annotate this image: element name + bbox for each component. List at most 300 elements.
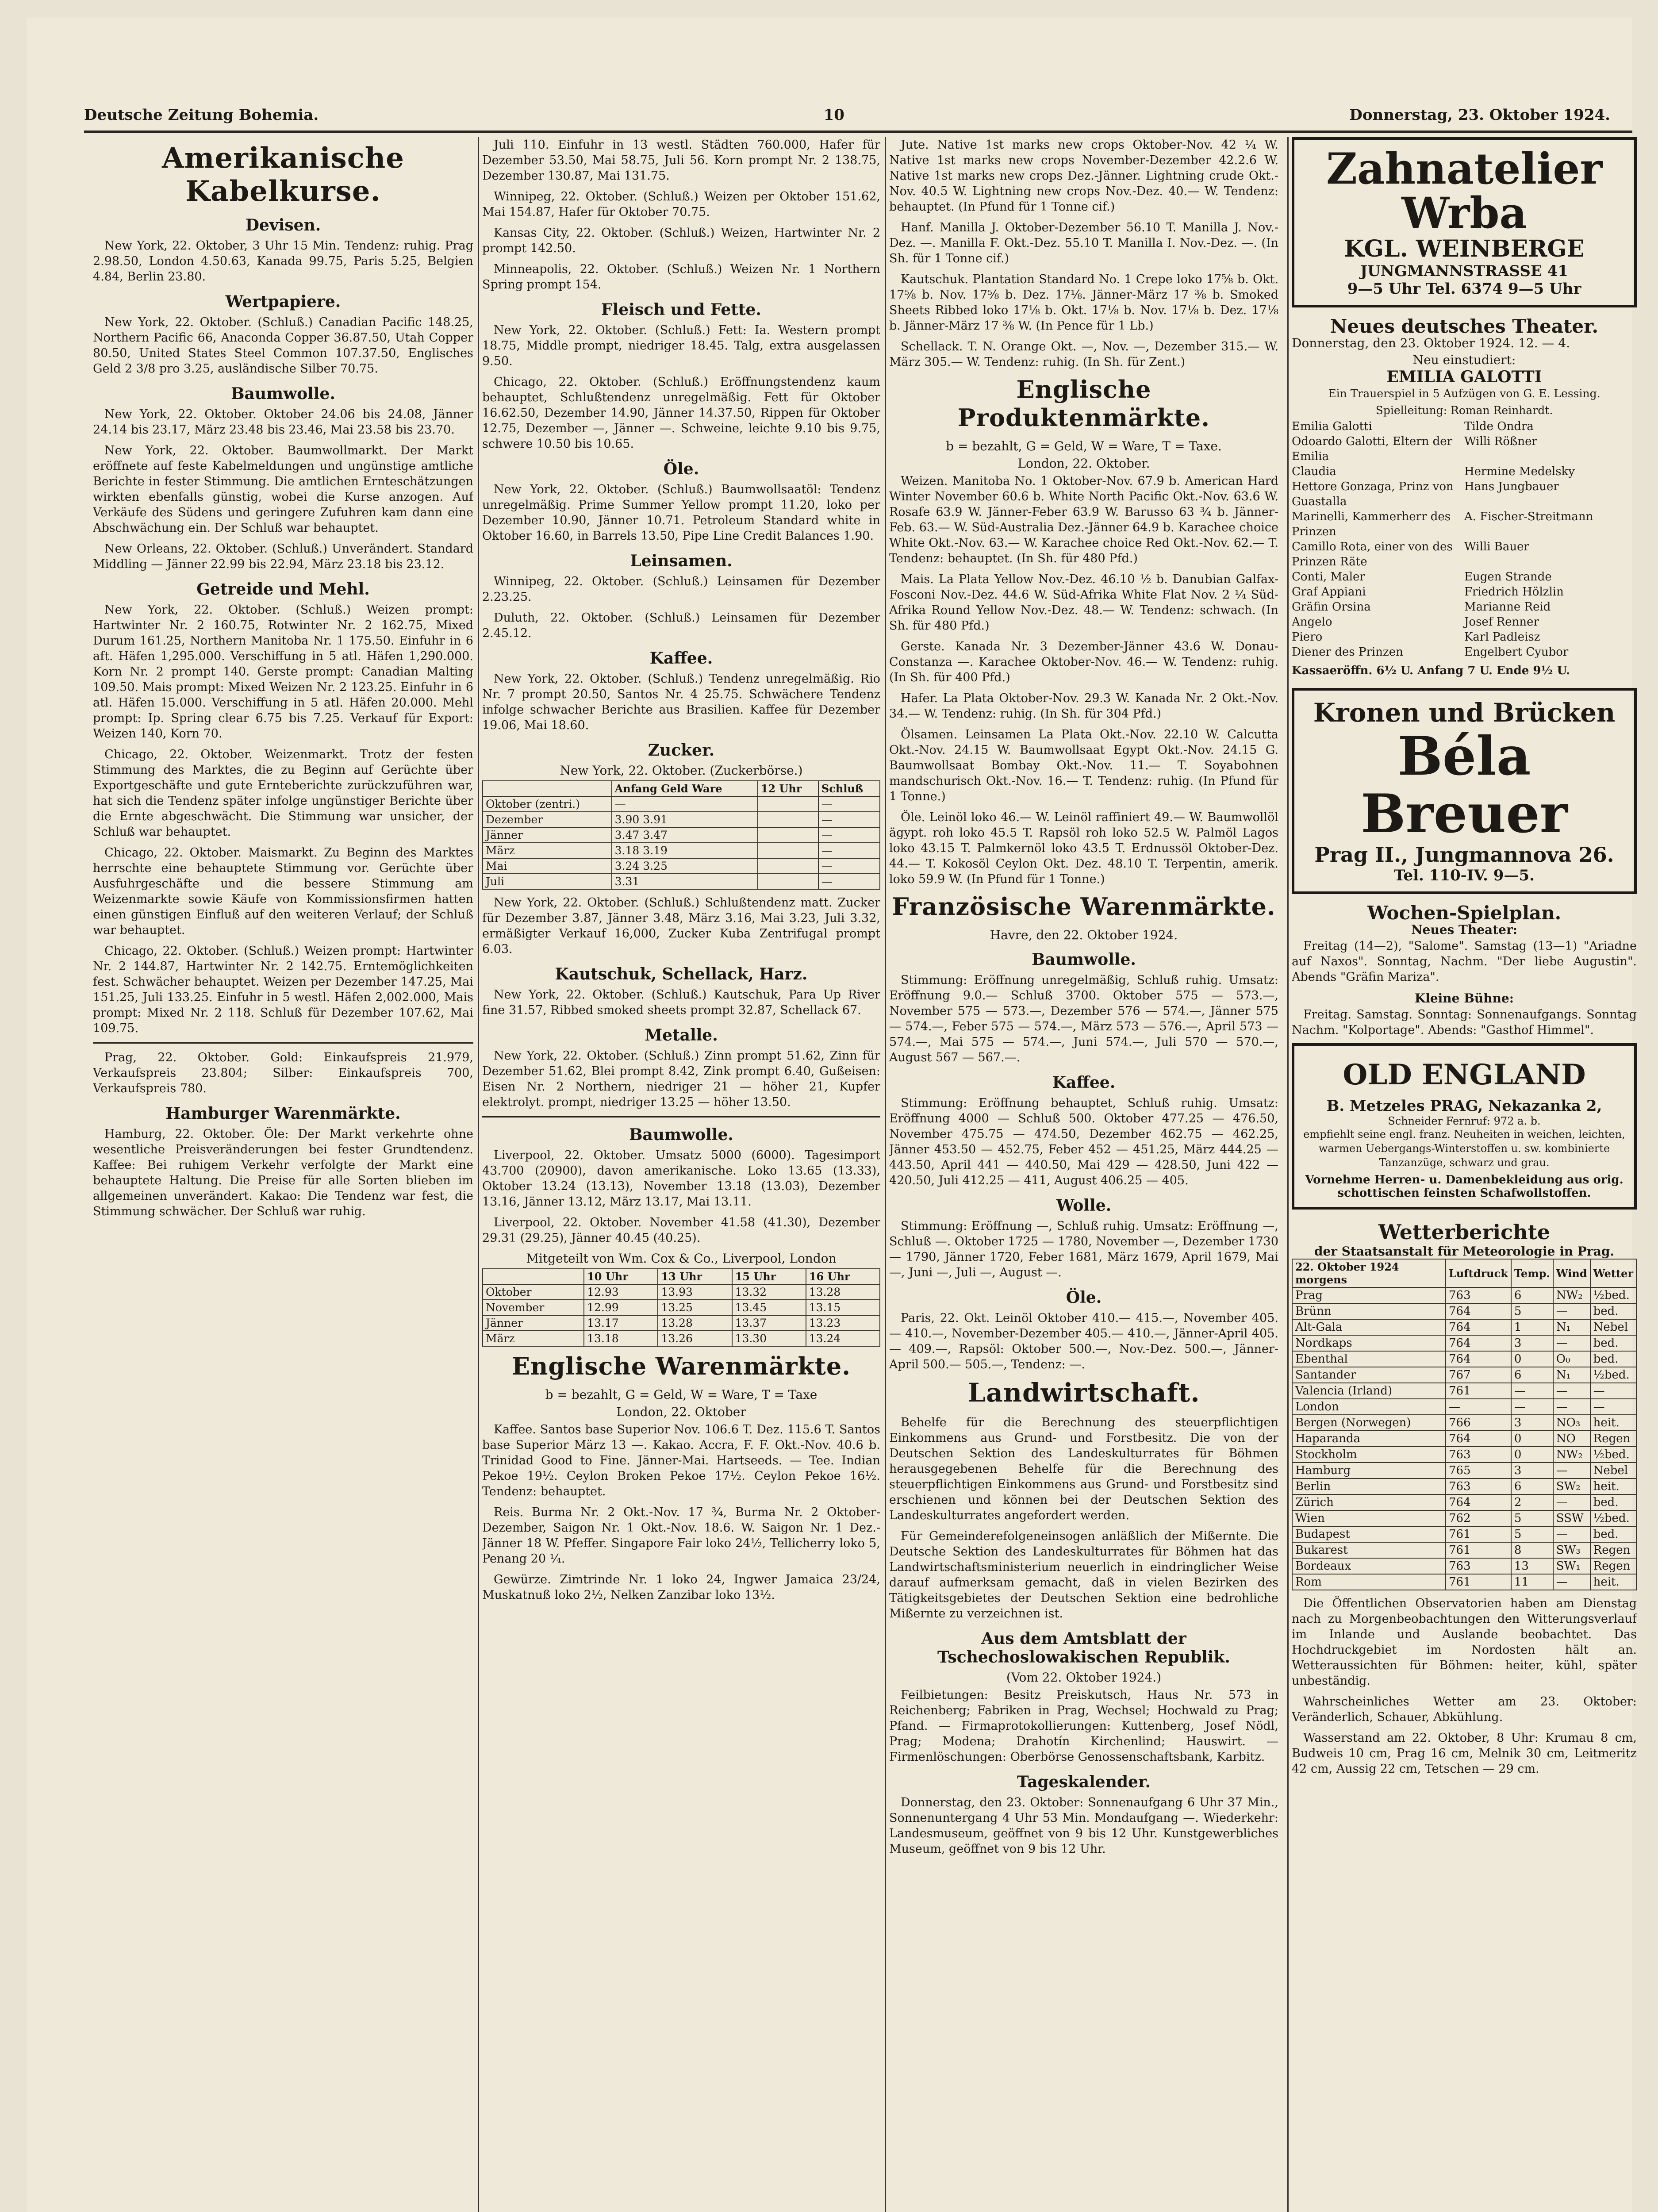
table-cell: 761	[1446, 1526, 1511, 1542]
table-header: 16 Uhr	[806, 1269, 880, 1284]
table-cell: 761	[1446, 1574, 1511, 1590]
cast-role: Gräfin Orsina	[1292, 600, 1371, 614]
table-cell: —	[818, 874, 880, 889]
table-cell: März	[483, 1331, 584, 1346]
table-row	[483, 858, 880, 874]
table-cell: Wien	[1292, 1510, 1446, 1526]
table-cell: Jänner	[483, 1315, 584, 1331]
cast-actor: Willi Rößner	[1464, 435, 1537, 448]
table-cell: Nebel	[1590, 1319, 1636, 1335]
article-text: Chicago, 22. Oktober. Weizenmarkt. Trotz der festen Stimmung des Marktes, die zu Beginn auf Gerüchte über Exportgeschäfte und gute Ernteberichte zurückzuführen war, hat sich die Tendenz später infolge ungünstiger Berichte über die Ernte abgeschwächt. Die Stimmung war unsicher, der Schluß war behauptet.	[93, 748, 473, 839]
table-row	[483, 812, 880, 827]
ad-text: empfiehlt seine engl. franz. Neuheiten in weichen, leichten, warmen Uebergangs-Winterstoffen u. sw. kombinierte Tanzanzüge, schwarz und grau.	[1303, 1128, 1625, 1169]
table-cell: 3.90 3.91	[612, 812, 758, 827]
table-cell: 8	[1511, 1542, 1553, 1558]
table-cell: 3.24 3.25	[612, 858, 758, 874]
weekly-text: Freitag (14—2), "Salome". Samstag (13—1) "Ariadne auf Naxos". Sonntag, Nachm. "Der liebe Augustin". Abends "Gräfin Mariza".	[1292, 939, 1637, 984]
article-text: New York, 22. Oktober. (Schluß.) Tendenz unregelmäßig. Rio Nr. 7 prompt 20.50, Santos Nr. 4 25.75. Schwächere Tendenz infolge schwacher Berichte aus Brasilien. Kaffee für Dezember 19.06, Mai 18.60.	[482, 672, 880, 732]
table-cell: 13.30	[732, 1331, 806, 1346]
table-cell: NW₂	[1553, 1287, 1590, 1303]
article-text: New York, 22. Oktober, 3 Uhr 15 Min. Tendenz: ruhig. Prag 2.98.50, London 4.50.63, Kanada 99.75, Paris 5.25, Belgien 4.84, Berlin 23.80.	[93, 239, 473, 284]
table-cell: 6	[1511, 1367, 1553, 1383]
table-row	[1292, 1558, 1636, 1574]
ad-address: JUNGMANNSTRASSE 41	[1360, 262, 1568, 280]
table-cell: —	[818, 796, 880, 812]
article-text: Minneapolis, 22. Oktober. (Schluß.) Weizen Nr. 1 Northern Spring prompt 154.	[482, 262, 880, 292]
article-text: Behelfe für die Berechnung des steuerpflichtigen Einkommens aus Grund- und Forstbesitz. Die von der Deutschen Sektion des Landeskulturrates für Böhmen herausgegebenen Behelfe für die Berechnung des steuerpflichtigen Einkommens aus Grund- und Forstbesitz sind erschienen und können bei der Deutschen Sektion des Landeskulturrates angefordert werden.	[889, 1416, 1278, 1522]
weekly-text: Freitag. Samstag. Sonntag: Sonnenaufgangs. Sonntag Nachm. "Kolportage". Abends: "Gasthof Himmel".	[1292, 1008, 1637, 1037]
subsection-heading: Kaffee.	[1052, 1073, 1116, 1092]
subsection-heading: Tageskalender.	[1017, 1773, 1151, 1791]
section-title: Englische Warenmärkte.	[511, 1352, 851, 1380]
subsection-heading: Baumwolle.	[231, 384, 335, 403]
table-row	[483, 796, 880, 812]
table-cell: heit.	[1590, 1574, 1636, 1590]
cast-role: Marinelli, Kammerherr des Prinzen	[1292, 510, 1451, 538]
table-cell: London	[1292, 1399, 1446, 1415]
cast-actor: Karl Padleisz	[1464, 630, 1540, 644]
table-cell: 5	[1511, 1510, 1553, 1526]
table-cell: Jänner	[483, 827, 612, 843]
table-cell: Bordeaux	[1292, 1558, 1446, 1574]
table-caption: New York, 22. Oktober. (Zuckerbörse.)	[560, 763, 803, 778]
water-levels: Wasserstand am 22. Oktober, 8 Uhr: Krumau 8 cm, Budweis 10 cm, Prag 16 cm, Melnik 30 cm, Leitmeritz 42 cm, Aussig 22 cm, Tetschen — 29 cm.	[1292, 1731, 1637, 1776]
weather-table	[1292, 1259, 1637, 1590]
subsection-heading: Fleisch und Fette.	[601, 300, 761, 319]
article-text: Chicago, 22. Oktober. (Schluß.) Weizen prompt: Hartwinter Nr. 2 144.87, Hartwinter Nr. 2 142.75. Erntemöglichkeiten fest. Schwächer behauptet. Weizen per Dezember 147.25, Mai 151.25, Juli 133.25. Einfuhr in 5 westl. Häfen 2,002.000, Mais prompt: Mixed Nr. 2 118. Schluß für Dezember 107.62, Mai 109.75.	[93, 944, 473, 1035]
subsection-heading: Aus dem Amtsblatt der Tschechoslowakischen Republik.	[937, 1629, 1230, 1667]
table-cell: 764	[1446, 1303, 1511, 1319]
article-text: Hafer. La Plata Oktober-Nov. 29.3 W. Kanada Nr. 2 Okt.-Nov. 34.— W. Tendenz: ruhig. (In Sh. für 304 Pfd.)	[889, 691, 1278, 721]
table-cell: —	[1553, 1303, 1590, 1319]
table-cell: 13.93	[658, 1284, 732, 1300]
article-text: Hanf. Manilla J. Oktober-Dezember 56.10 T. Manilla J. Nov.-Dez. —. Manilla F. Okt.-Dez. 55.10 T. Manilla I. Nov.-Dez. —. (In Sh. für 1 Tonne cif.)	[889, 221, 1278, 265]
weather-subtitle: der Staatsanstalt für Meteorologie in Prag.	[1314, 1244, 1615, 1259]
table-cell: Oktober	[483, 1284, 584, 1300]
theater-notice	[1292, 315, 1637, 679]
table-cell: 5	[1511, 1526, 1553, 1542]
table-cell: Zürich	[1292, 1494, 1446, 1510]
table-cell: Bergen (Norwegen)	[1292, 1415, 1446, 1431]
article-text: Kansas City, 22. Oktober. (Schluß.) Weizen, Hartwinter Nr. 2 prompt 142.50.	[482, 226, 880, 255]
subsection-heading: Kaffee.	[649, 649, 713, 668]
cast-role: Emilia Galotti	[1292, 420, 1372, 433]
table-cell: Haparanda	[1292, 1431, 1446, 1447]
ad-title: OLD ENGLAND	[1343, 1058, 1586, 1091]
table-cell: März	[483, 843, 612, 858]
sugar-table	[482, 780, 880, 890]
table-cell: —	[1553, 1526, 1590, 1542]
subsection-heading: Leinsamen.	[630, 552, 733, 570]
table-cell: 12.93	[584, 1284, 658, 1300]
table-row	[1292, 1351, 1636, 1367]
table-cell: bed.	[1590, 1494, 1636, 1510]
table-cell: 13.37	[732, 1315, 806, 1331]
cast-role: Camillo Rota, einer von des Prinzen Räte	[1292, 540, 1453, 568]
cast-actor: Hans Jungbauer	[1464, 480, 1559, 493]
ad-address: Prag II., Jungmannova 26.	[1314, 843, 1614, 867]
cast-actor: Marianne Reid	[1464, 600, 1551, 614]
table-cell: —	[1511, 1399, 1553, 1415]
dateline: London, 22. Oktober.	[1017, 456, 1150, 471]
article-text: Hamburg, 22. Oktober. Öle: Der Markt verkehrte ohne wesentliche Preisveränderungen bei fester Grundtendenz. Kaffee: Bei ruhigem Verkehr verfolgte der Markt eine behauptete Haltung. Die Preise für alle Sorten blieben im allgemeinen unverändert. Kakao: Die Tendenz war fest, die Stimmung schwächer. Der Schluß war ruhig.	[93, 1127, 473, 1218]
table-cell: 13.28	[658, 1315, 732, 1331]
table-cell: bed.	[1590, 1351, 1636, 1367]
dateline: London, 22. Oktober	[616, 1405, 746, 1419]
legend: b = bezahlt, G = Geld, W = Ware, T = Taxe	[545, 1387, 817, 1402]
table-row	[1292, 1303, 1636, 1319]
subsection-heading: Getreide und Mehl.	[196, 580, 370, 599]
table-cell: 3	[1511, 1463, 1553, 1479]
section-title: Englische Produktenmärkte.	[957, 375, 1210, 432]
article-text: Juli 110. Einfuhr in 13 westl. Städten 760.000, Hafer für Dezember 53.50, Mai 58.75, Juli 56. Korn prompt Nr. 2 138.75, Dezember 130.87, Mai 131.75.	[482, 138, 880, 183]
table-cell: 763	[1446, 1287, 1511, 1303]
table-header: 15 Uhr	[732, 1269, 806, 1284]
article-text: Prag, 22. Oktober. Gold: Einkaufspreis 21.979, Verkaufspreis 23.804; Silber: Einkaufspreis 700, Verkaufspreis 780.	[93, 1051, 473, 1095]
table-cell: November	[483, 1300, 584, 1315]
table-cell: SW₂	[1553, 1479, 1590, 1494]
table-cell: 3.18 3.19	[612, 843, 758, 858]
table-cell: —	[1553, 1494, 1590, 1510]
paper-name: Deutsche Zeitung Bohemia.	[84, 106, 319, 124]
table-cell: 13.17	[584, 1315, 658, 1331]
table-row	[1292, 1510, 1636, 1526]
table-cell: —	[1590, 1399, 1636, 1415]
table-cell: 13.23	[806, 1315, 880, 1331]
ad-address: Schneider Fernruf: 972 a. b.	[1388, 1115, 1541, 1127]
table-cell: 763	[1446, 1558, 1511, 1574]
article-text: Donnerstag, den 23. Oktober: Sonnenaufgang 6 Uhr 37 Min., Sonnenuntergang 4 Uhr 53 Min. Mondaufgang —. Wiederkehr: Landesmuseum, geöffnet von 9 bis 12 Uhr. Kunstgewerbliches Museum, geöffnet von 9 bis 12 Uhr.	[889, 1796, 1278, 1856]
table-cell: N₁	[1553, 1367, 1590, 1383]
article-text: Stimmung: Eröffnung unregelmäßig, Schluß ruhig. Umsatz: Eröffnung 9.0.— Schluß 3700. Oktober 575 — 573.—, November 575 — 573.—, Dezember 576 — 574.—, Jänner 575 — 574.—, Feber 575 — 574.—, März 573 — 576.—, April 573 — 574.—, Mai 575 — 574.—, Juni 574.—, Juli 570 — 570.—, August 567 — 567.—.	[889, 973, 1278, 1064]
weekly-title: Wochen-Spielplan.	[1367, 902, 1562, 924]
article-text: Liverpool, 22. Oktober. November 41.58 (41.30), Dezember 29.31 (29.25), Jänner 40.45 (40.25).	[482, 1216, 880, 1245]
table-row	[1292, 1335, 1636, 1351]
table-cell: 3	[1511, 1415, 1553, 1431]
table-cell: NW₂	[1553, 1447, 1590, 1463]
table-cell: 763	[1446, 1479, 1511, 1494]
table-cell: —	[1553, 1399, 1590, 1415]
table-cell: Ebenthal	[1292, 1351, 1446, 1367]
table-cell: —	[818, 812, 880, 827]
cast-role: Hettore Gonzaga, Prinz von Guastalla	[1292, 480, 1454, 508]
table-cell: 764	[1446, 1431, 1511, 1447]
cast-actor: Eugen Strande	[1464, 570, 1552, 584]
table-cell: 13.15	[806, 1300, 880, 1315]
article-text: Reis. Burma Nr. 2 Okt.-Nov. 17 ¾, Burma Nr. 2 Oktober-Dezember, Saigon Nr. 1 Okt.-Nov. 18.6. W. Saigon Nr. 1 Dez.-Jänner 18 W. Pfeffer. Singapore Fair loko 24½, Tellicherry loko 5, Penang 20 ¼.	[482, 1505, 880, 1566]
article-text: Schellack. T. N. Orange Okt. —, Nov. —, Dezember 315.— W. März 305.— W. Tendenz: ruhig. (In Sh. für Zent.)	[889, 340, 1278, 369]
theater-footer: Kassaeröffn. 6½ U. Anfang 7 U. Ende 9½ U.	[1292, 664, 1570, 677]
divider	[482, 1116, 880, 1118]
cast-actor: Willi Bauer	[1464, 540, 1529, 553]
ad-hours: Tel. 110-IV. 9—5.	[1394, 867, 1535, 884]
subsection-heading: Baumwolle.	[629, 1125, 733, 1144]
dateline: Havre, den 22. Oktober 1924.	[990, 928, 1178, 942]
table-header: Temp.	[1511, 1259, 1553, 1287]
table-cell: 761	[1446, 1542, 1511, 1558]
table-cell: 3.47 3.47	[612, 827, 758, 843]
ad-hours: 9—5 Uhr Tel. 6374 9—5 Uhr	[1347, 280, 1581, 298]
ad-subtitle: Kronen und Brücken	[1313, 698, 1616, 728]
table-header: 13 Uhr	[658, 1269, 732, 1284]
table-cell: 0	[1511, 1431, 1553, 1447]
table-cell: heit.	[1590, 1479, 1636, 1494]
article-text: Kaffee. Santos base Superior Nov. 106.6 T. Dez. 115.6 T. Santos base Superior März 13 —. Kakao. Accra, F. F. Okt.-Nov. 40.6 b. Trinidad Good to Fine. Jänner-Mai. Hartseeds. — Tee. Indian Pekoe 19½. Ceylon Broken Pekoe 17½. Ceylon Pekoe 16½. Tendenz: behauptet.	[482, 1423, 880, 1498]
cast-role: Diener des Prinzen	[1292, 645, 1403, 659]
table-cell: 761	[1446, 1383, 1511, 1399]
table-cell: —	[1553, 1463, 1590, 1479]
table-cell: Bukarest	[1292, 1542, 1446, 1558]
table-caption: Mitgeteilt von Wm. Cox & Co., Liverpool, London	[526, 1251, 837, 1266]
table-row	[483, 874, 880, 889]
table-cell: Dezember	[483, 812, 612, 827]
table-header: Wind	[1553, 1259, 1590, 1287]
section-title: Landwirtschaft.	[967, 1378, 1200, 1408]
table-cell: SW₃	[1553, 1542, 1590, 1558]
page-number: 10	[823, 106, 844, 124]
column-divider	[885, 137, 886, 2212]
ad-subtitle: KGL. WEINBERGE	[1344, 235, 1585, 262]
table-cell: —	[818, 843, 880, 858]
article-text: Stimmung: Eröffnung behauptet, Schluß ruhig. Umsatz: Eröffnung 4000 — Schluß 500. Oktober 477.25 — 476.50, November 475.75 — 474.50, Dezember 462.75 — 462.25, Jänner 453.50 — 452.75, Feber 452 — 451.25, März 444.25 — 443.50, April 441 — 440.50, Mai 429 — 428.50, Juni 422 — 420.50, Juli 412.25 — 411, August 406.25 — 405.	[889, 1096, 1278, 1187]
article-text: Ölsamen. Leinsamen La Plata Okt.-Nov. 22.10 W. Calcutta Okt.-Nov. 24.15 W. Baumwollsaat Egypt Okt.-Nov. 24.15 G. Baumwollsaat Bombay Okt.-Nov. 11.— T. Soyabohnen mandschurisch Okt.-Nov. 16.— T. Tendenz: ruhig. (In Pfund für 1 Tonne.)	[889, 728, 1278, 803]
ad-title: Béla Breuer	[1361, 725, 1568, 845]
theater-play: EMILIA GALOTTI	[1386, 368, 1542, 386]
table-cell: Regen	[1590, 1542, 1636, 1558]
table-cell: —	[818, 827, 880, 843]
column-4	[1292, 137, 1637, 2212]
cotton-table	[482, 1268, 880, 1347]
table-cell: Regen	[1590, 1558, 1636, 1574]
table-row	[1292, 1319, 1636, 1335]
ad-subtitle: B. Metzeles PRAG, Nekazanka 2,	[1326, 1097, 1602, 1115]
table-cell: 3.31	[612, 874, 758, 889]
section-title: Amerikanische Kabelkurse.	[161, 142, 405, 208]
table-row	[1292, 1494, 1636, 1510]
table-header: 10 Uhr	[584, 1269, 658, 1284]
table-cell: —	[612, 796, 758, 812]
table-cell: NO	[1553, 1431, 1590, 1447]
table-cell: 6	[1511, 1287, 1553, 1303]
subsection-heading: Devisen.	[245, 216, 321, 234]
cast-actor: Tilde Ondra	[1464, 420, 1534, 433]
article-text: New York, 22. Oktober. Baumwollmarkt. Der Markt eröffnete auf feste Kabelmeldungen und ungünstige amtliche Berichte in fester Stimmung. Die amtlichen Ernteschätzungen wirkten ebenfalls günstig, wobei die Kurse anzogen. Auf Verkäufe des Südens und geringere Zufuhren kam dann eine Abschwächung ein. Der Schluß war behauptet.	[93, 444, 473, 535]
weather-outlook: Wahrscheinliches Wetter am 23. Oktober: Veränderlich, Schauer, Abkühlung.	[1292, 1695, 1637, 1724]
table-cell: Santander	[1292, 1367, 1446, 1383]
table-row	[1292, 1542, 1636, 1558]
ad-footer: Vornehme Herren- u. Damenbekleidung aus orig. schottischen feinsten Schafwollstoffen.	[1305, 1173, 1623, 1200]
table-cell: bed.	[1590, 1335, 1636, 1351]
table-row	[1292, 1447, 1636, 1463]
table-cell: Budapest	[1292, 1526, 1446, 1542]
subsection-heading: Öle.	[663, 460, 699, 478]
table-cell: ½bed.	[1590, 1510, 1636, 1526]
weather-note: Die Öffentlichen Observatorien haben am Dienstag nach zu Morgenbeobachtungen den Witterungsverlauf im Inlande und Auslande beobachtet. Das Hochdruckgebiet im Nordosten hält an. Wetteraussichten für Böhmen: heiter, kühl, später unbeständig.	[1292, 1597, 1637, 1688]
table-cell: SSW	[1553, 1510, 1590, 1526]
cast-role: Odoardo Galotti, Eltern der Emilia	[1292, 435, 1453, 463]
article-text: Öle. Leinöl loko 46.— W. Leinöl raffiniert 49.— W. Baumwollöl ägypt. roh loko 45.5 T. Rapsöl roh loko 52.5 W. Palmöl Lagos loko 43.15 T. Palmkernöl loko 43.5 T. Erdnussöl Oktober-Dez. 44.— T. Kokosöl Ceylon Okt. Dez. 48.10 T. Terpentin, amerik. loko 59.9 W. (In Pfund für 1 Tonne.)	[889, 810, 1278, 886]
table-cell: —	[1553, 1335, 1590, 1351]
weekly-subtitle: Kleine Bühne:	[1414, 991, 1514, 1006]
subsection-heading: Kautschuk, Schellack, Harz.	[555, 965, 808, 983]
ad-bela-breuer	[1292, 688, 1637, 894]
cast-role: Claudia	[1292, 465, 1336, 478]
section-title: Französische Warenmärkte.	[892, 892, 1276, 921]
article-text: New York, 22. Oktober. (Schluß.) Zinn prompt 51.62, Zinn für Dezember 51.62, Blei prompt 8.42, Zink prompt 6.40, Gußeisen: Eisen Nr. 2 Northern, niedriger 21 — höher 21, Kupfer elektrolyt. prompt, niedriger 13.25 — höher 13.50.	[482, 1049, 880, 1109]
article-text: New York, 22. Oktober. (Schluß.) Weizen prompt: Hartwinter Nr. 2 160.75, Rotwinter Nr. 2 162.75, Mixed Durum 161.25, Northern Manitoba Nr. 1 175.50. Einfuhr in 6 aft. Häfen 1,295.000. Verschiffung in 5 atl. Häfen 1,290.000. Korn Nr. 2 prompt 140. Gerste prompt: Canadian Malting 109.50. Mais prompt: Mixed Weizen Nr. 2 123.25. Einfuhr in 6 atl. Häfen 15.000. Verschiffung in 5 atl. Häfen 20.000. Mehl prompt: Ip. Spring clear 6.75 bis 7.25. Verkauf für Export: Weizen 140, Korn 70.	[93, 603, 473, 741]
table-cell: 766	[1446, 1415, 1511, 1431]
ad-zahnatelier	[1292, 137, 1637, 307]
article-text: New York, 22. Oktober. (Schluß.) Fett: Ia. Western prompt 18.75, Middle prompt, niedriger 18.45. Talg, extra ausgelassen 9.50.	[482, 323, 880, 368]
table-header: 12 Uhr	[758, 781, 818, 796]
ad-title: Zahnatelier Wrba	[1326, 144, 1603, 238]
table-cell: 13.18	[584, 1331, 658, 1346]
table-cell: heit.	[1590, 1415, 1636, 1431]
article-text: Stimmung: Eröffnung —, Schluß ruhig. Umsatz: Eröffnung —, Schluß —. Oktober 1725 — 1780, November —, Dezember 1730 — 1790, Jänner 1720, Feber 1681, März 1679, April 1679, Mai —, Juni —, Juli —, August —.	[889, 1219, 1278, 1279]
article-text: Liverpool, 22. Oktober. Umsatz 5000 (6000). Tagesimport 43.700 (20900), davon amerikanische. Loko 13.65 (13.33), Oktober 13.24 (13.13), November 13.18 (13.03), Dezember 13.16, Jänner 13.12, März 13.17, Mai 13.11.	[482, 1148, 880, 1209]
table-cell: 13.25	[658, 1300, 732, 1315]
table-row	[483, 843, 880, 858]
running-header	[84, 102, 1610, 128]
table-row	[483, 1315, 880, 1331]
table-cell: 3	[1511, 1335, 1553, 1351]
table-cell: Brünn	[1292, 1303, 1446, 1319]
subsection-heading: Wolle.	[1056, 1196, 1112, 1215]
cast-role: Conti, Maler	[1292, 570, 1365, 584]
cast-role: Angelo	[1292, 615, 1332, 629]
table-cell: 12.99	[584, 1300, 658, 1315]
article-text: Duluth, 22. Oktober. (Schluß.) Leinsamen für Dezember 2.45.12.	[482, 611, 880, 640]
table-cell: Alt-Gala	[1292, 1319, 1446, 1335]
table-cell: 6	[1511, 1479, 1553, 1494]
column-divider	[1287, 137, 1289, 2212]
table-row	[1292, 1383, 1636, 1399]
table-row	[1292, 1399, 1636, 1415]
table-cell: —	[1553, 1574, 1590, 1590]
table-cell: —	[1590, 1383, 1636, 1399]
weekly-subtitle: Neues Theater:	[1411, 922, 1518, 937]
article-text: Winnipeg, 22. Oktober. (Schluß.) Leinsamen für Dezember 2.23.25.	[482, 575, 880, 604]
subsection-heading: Zucker.	[648, 741, 715, 760]
theater-description: Ein Trauerspiel in 5 Aufzügen von G. E. Lessing. Spielleitung: Roman Reinhardt.	[1328, 387, 1600, 417]
table-row	[483, 1284, 880, 1300]
article-text: Weizen. Manitoba No. 1 Oktober-Nov. 67.9 b. American Hard Winter November 60.6 b. White North Pacific Okt.-Nov. 63.6 W. Rosafe 63.9 W. Jänner-Feber 63.9 W. Barusso 63 ¾ b. Jänner-Feb. 63.— W. Süd-Australia Dez.-Jänner 64.9 b. Karachee choice White Okt.-Nov. 63.— W. Karachee choice Red Okt.-Nov. 62.— T. Tendenz: behauptet. (In Sh. für 480 Pfd.)	[889, 474, 1278, 565]
theater-title: Neues deutsches Theater.	[1330, 315, 1599, 337]
article-text: Gerste. Kanada Nr. 3 Dezember-Jänner 43.6 W. Donau-Constanza —. Karachee Oktober-Nov. 46.— W. Tendenz: ruhig. (In Sh. für 400 Pfd.)	[889, 640, 1278, 684]
weather-report	[1292, 1220, 1637, 1777]
table-cell: 765	[1446, 1463, 1511, 1479]
table-cell: 764	[1446, 1319, 1511, 1335]
table-cell: NO₃	[1553, 1415, 1590, 1431]
table-row	[1292, 1526, 1636, 1542]
article-text: Chicago, 22. Oktober. Maismarkt. Zu Beginn des Marktes herrschte eine behauptete Stimmung vor. Gerüchte über Ausfuhrgeschäfte und die bessere Stimmung am Weizenmarkte sowie Käufe von Kommissionsfirmen hatten einen günstigen Einfluß auf den weiteren Verlauf; der Schluß war behauptet.	[93, 846, 473, 937]
table-row	[1292, 1431, 1636, 1447]
table-cell: 764	[1446, 1335, 1511, 1351]
article-text: Kautschuk. Plantation Standard No. 1 Crepe loko 17⅝ b. Okt. 17⅝ b. Nov. 17⅝ b. Dez. 17⅛. Jänner-März 17 ⅜ b. Smoked Sheets Ribbed loko 17⅛ b. Okt. 17⅛ b. Nov. 17⅛ b. Dez. 17⅛ b. Jänner-März 17 ⅜ W. (In Pence für 1 Lb.)	[889, 273, 1278, 333]
table-cell: 2	[1511, 1494, 1553, 1510]
table-cell: ½bed.	[1590, 1447, 1636, 1463]
table-cell: Nordkaps	[1292, 1335, 1446, 1351]
article-text: Mais. La Plata Yellow Nov.-Dez. 46.10 ½ b. Danubian Galfax-Fosconi Nov.-Dez. 44.6 W. Süd-Afrika White Flat Nov. 2 ¼ Süd-Afrika Round Yellow Nov.-Dez. 48.— W. Tendenz: schwach. (In Sh. für 480 Pfd.)	[889, 572, 1278, 633]
issue-date: Donnerstag, 23. Oktober 1924.	[1349, 106, 1610, 124]
table-cell: Rom	[1292, 1574, 1446, 1590]
table-cell: 13.32	[732, 1284, 806, 1300]
table-cell: 13.45	[732, 1300, 806, 1315]
table-cell: 762	[1446, 1510, 1511, 1526]
table-row	[1292, 1287, 1636, 1303]
newspaper-page	[27, 18, 1637, 2212]
table-cell: ½bed.	[1590, 1367, 1636, 1383]
article-text: Chicago, 22. Oktober. (Schluß.) Eröffnungstendenz kaum behauptet, Schlußtendenz unregelmäßig. Fett für Oktober 16.62.50, Dezember 14.90, Jänner 14.37.50, Rippen für Oktober 12.75, Dezember —, Jänner —. Schweine, leichte 9.10 bis 9.75, schwere 10.50 bis 10.65.	[482, 375, 880, 451]
weekly-program	[1292, 902, 1637, 1038]
table-cell: SW₁	[1553, 1558, 1590, 1574]
table-header: Schluß	[818, 781, 880, 796]
table-cell: Hamburg	[1292, 1463, 1446, 1479]
table-cell: Regen	[1590, 1431, 1636, 1447]
ad-old-england	[1292, 1043, 1637, 1210]
table-header	[483, 781, 612, 796]
table-cell: Prag	[1292, 1287, 1446, 1303]
table-row	[1292, 1479, 1636, 1494]
cast-actor: Josef Renner	[1464, 615, 1539, 629]
table-cell: Juli	[483, 874, 612, 889]
table-cell: —	[1511, 1383, 1553, 1399]
table-cell: 13.26	[658, 1331, 732, 1346]
table-header	[483, 1269, 584, 1284]
subsection-heading: Metalle.	[645, 1026, 718, 1045]
table-cell: Nebel	[1590, 1463, 1636, 1479]
theater-date: Donnerstag, den 23. Oktober 1924. 12. — 4.	[1292, 336, 1570, 350]
table-cell: O₀	[1553, 1351, 1590, 1367]
table-cell: Valencia (Irland)	[1292, 1383, 1446, 1399]
table-cell: 0	[1511, 1447, 1553, 1463]
table-cell: 5	[1511, 1303, 1553, 1319]
article-text: Paris, 22. Okt. Leinöl Oktober 410.— 415.—, November 405.— 410.—, November-Dezember 405.— 410.—, Jänner-April 405.— 409.—, Rapsöl: Oktober 500.—, Nov.-Dez. 500.—, Jänner-April 500.— 505.—, Tendenz: —.	[889, 1311, 1278, 1371]
cast-actor: Engelbert Cyubor	[1464, 645, 1569, 659]
table-cell: N₁	[1553, 1319, 1590, 1335]
article-text: Jute. Native 1st marks new crops Oktober-Nov. 42 ¼ W. Native 1st marks new crops November-Dezember 42.2.6 W. Native 1st marks new crops Dez.-Jänner. Lightning crude Okt.-Nov. 40.5 W. Lightning new crops Nov.-Dez. 40.— W. Tendenz: behauptet. (In Pfund für 1 Tonne cif.)	[889, 138, 1278, 214]
table-cell: 11	[1511, 1574, 1553, 1590]
column-2	[482, 137, 880, 2212]
table-cell: 0	[1511, 1351, 1553, 1367]
header-rule	[84, 131, 1632, 133]
table-cell: 767	[1446, 1367, 1511, 1383]
table-header: Anfang Geld Ware	[612, 781, 758, 796]
column-3	[889, 137, 1278, 2212]
cast-actor: Hermine Medelsky	[1464, 465, 1575, 478]
article-text: New York, 22. Oktober. (Schluß.) Canadian Pacific 148.25, Northern Pacific 66, Anaconda Copper 36.87.50, Utah Copper 80.50, United States Steel Common 107.37.50, Englisches Geld 2 3/8 pro 3.25, ausländische Silber 70.75.	[93, 315, 473, 376]
table-row	[483, 1300, 880, 1315]
table-header: 22. Oktober 1924 morgens	[1292, 1259, 1446, 1287]
article-text: New York, 22. Oktober. Oktober 24.06 bis 24.08, Jänner 24.14 bis 23.17, März 23.48 bis 23.46, Mai 23.58 bis 23.70.	[93, 407, 473, 437]
article-text: New Orleans, 22. Oktober. (Schluß.) Unverändert. Standard Middling — Jänner 22.99 bis 22.94, März 23.18 bis 23.12.	[93, 542, 473, 571]
table-cell: Mai	[483, 858, 612, 874]
column-divider	[478, 137, 479, 2212]
cast-role: Graf Appiani	[1292, 585, 1366, 599]
article-text: New York, 22. Oktober. (Schluß.) Baumwollsaatöl: Tendenz unregelmäßig. Prime Summer Yellow prompt 11.20, loko per Dezember 10.90, Jänner 10.71. Petroleum Standard white in Oktober 16.60, in Barrels 13.50, Pipe Line Credit Balances 1.90.	[482, 483, 880, 543]
table-row	[1292, 1574, 1636, 1590]
article-text: Gewürze. Zimtrinde Nr. 1 loko 24, Ingwer Jamaica 23/24, Muskatnuß loko 2½, Nelken Zanzibar loko 13½.	[482, 1573, 880, 1602]
cast-actor: A. Fischer-Streitmann	[1464, 510, 1593, 523]
table-cell: Berlin	[1292, 1479, 1446, 1494]
subsection-heading: Baumwolle.	[1032, 950, 1136, 969]
article-text: Feilbietungen: Besitz Preiskutsch, Haus Nr. 573 in Reichenberg; Fabriken in Prag, Wechsel; Hochwald zu Prag; Pfand. — Firmaprotokollierungen: Kuttenberg, Josef Nödl, Prag; Modena; Drahotín Kirchenlind; Hauswirt. — Firmenlöschungen: Oberbörse Genossenschaftsbank, Karbitz.	[889, 1688, 1278, 1764]
table-row	[483, 1331, 880, 1346]
table-row	[1292, 1367, 1636, 1383]
subsection-heading: Hamburger Warenmärkte.	[165, 1104, 401, 1123]
table-header: Wetter	[1590, 1259, 1636, 1287]
table-cell: Stockholm	[1292, 1447, 1446, 1463]
